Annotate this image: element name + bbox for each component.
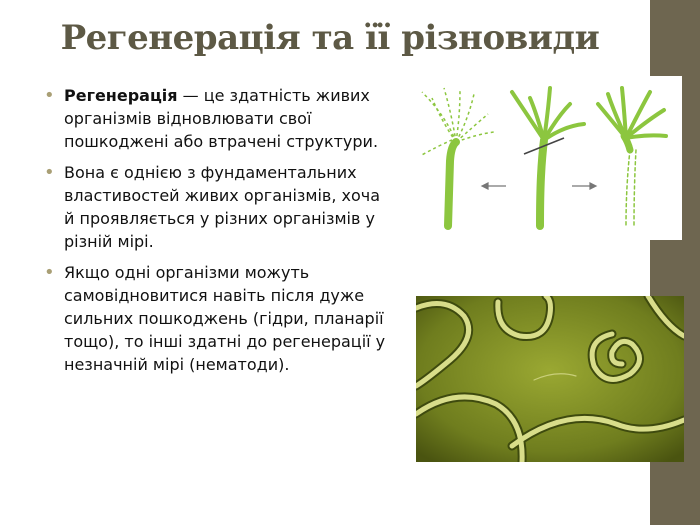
bullet-item — [42, 261, 387, 376]
bullet-text: — це здатність живих організмів відновлювати свої пошкоджені або втрачені структури. — [64, 86, 379, 151]
hydra-regeneration-illustration — [408, 76, 682, 240]
bullet-term: Регенерація — [64, 86, 178, 105]
bullet-item — [42, 161, 387, 253]
hydra-middle — [512, 88, 584, 226]
slide-title: Регенерація та її різновиди — [60, 18, 600, 58]
hydra-right — [598, 88, 666, 226]
hydra-left — [420, 88, 494, 226]
nematodes-microscope-photo — [416, 296, 684, 462]
bullet-text: Вона є однією з фундаментальних властивостей живих організмів, хоча й проявляється у різних організмів у різній мірі. — [64, 163, 381, 251]
bullet-list — [42, 84, 387, 384]
bullet-text: Якщо одні організми можуть самовідновитися навіть після дуже сильних пошкоджень (гідри, планарії тощо), то інші здатні до регенерації у незначній мірі (нематоди). — [64, 263, 386, 374]
arrow-left — [482, 183, 506, 189]
arrow-right — [572, 183, 596, 189]
bullet-item — [42, 84, 387, 153]
